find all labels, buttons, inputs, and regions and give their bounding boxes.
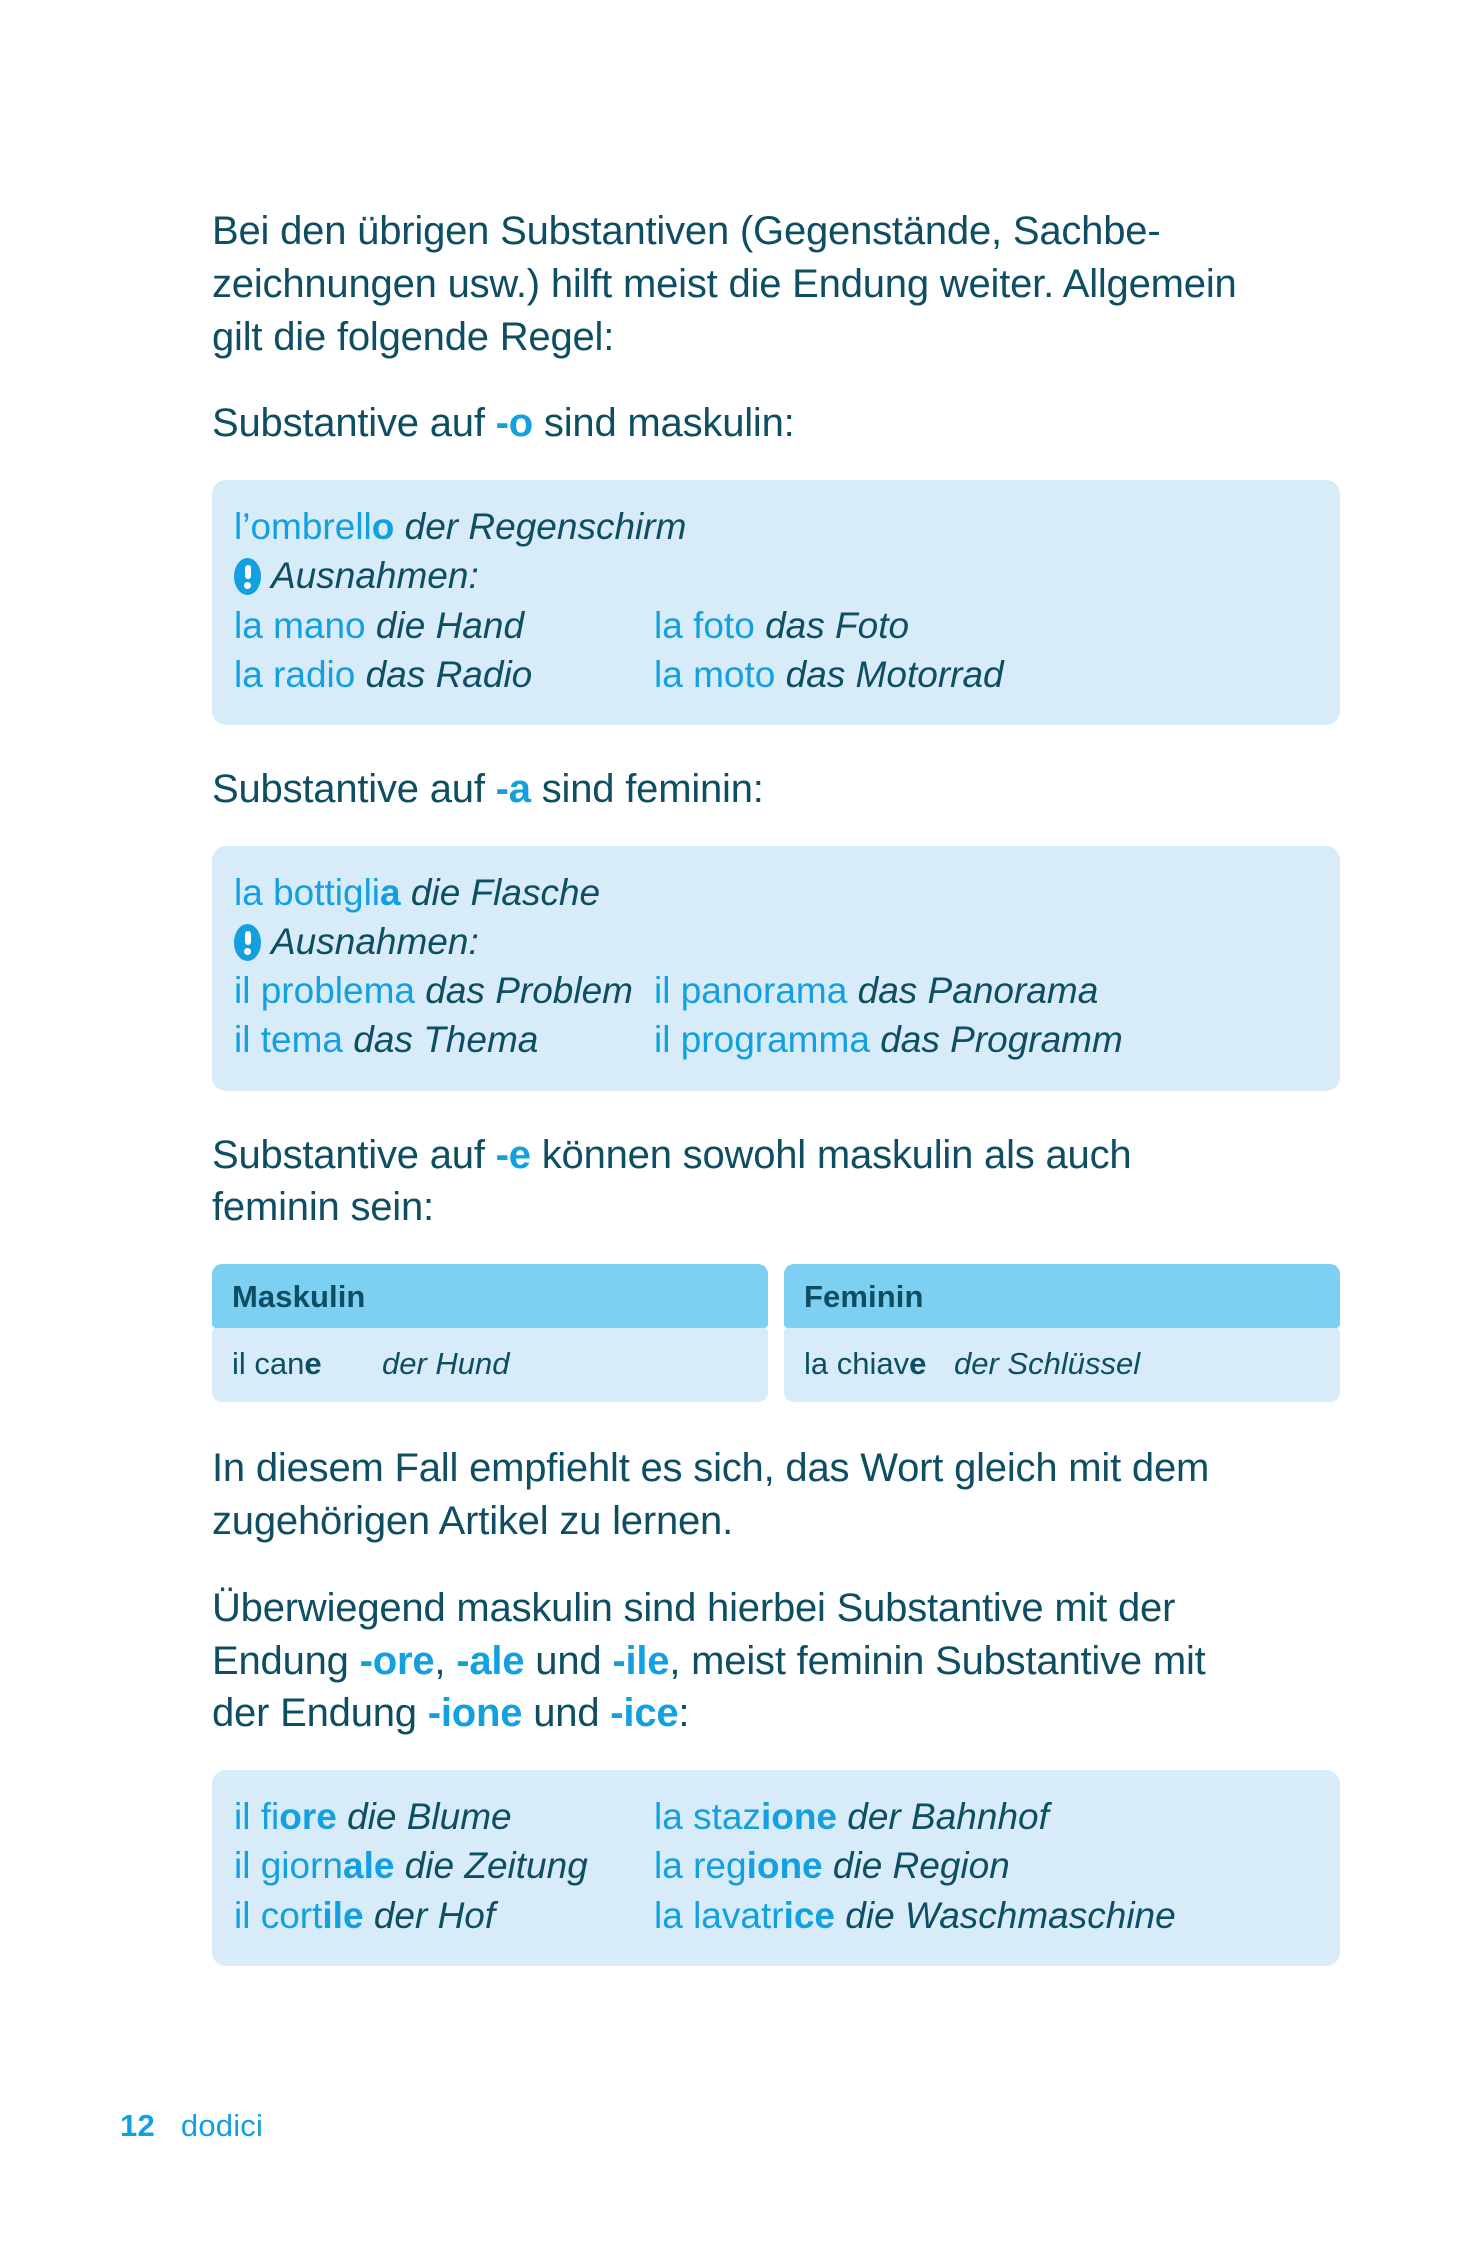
- box-a-headword-ending: a: [380, 871, 401, 913]
- cell-italian-stem: il can: [232, 1346, 305, 1382]
- ending-entry: [654, 1841, 1318, 1890]
- exception-german: die Hand: [375, 604, 525, 646]
- box-a-exceptions-row: [234, 917, 1318, 966]
- rule-a-ending: -a: [495, 767, 531, 811]
- cell-italian-stem: la chiav: [804, 1346, 910, 1382]
- exception-german: das Programm: [880, 1019, 1123, 1061]
- box-a-headword-italian: [234, 872, 401, 913]
- ending-entry-stem: la staz: [654, 1796, 761, 1838]
- endings-row-2: [234, 1841, 1318, 1890]
- rule-a-pre: Substantive auf: [212, 767, 496, 811]
- rule-e-ending: -e: [495, 1132, 531, 1177]
- advice-line-2: zugehörigen Artikel zu lernen.: [212, 1499, 733, 1543]
- box-a-exceptions-label: Ausnahmen:: [271, 921, 479, 962]
- ending-entry-suffix: ione: [746, 1845, 823, 1887]
- page-content: [212, 205, 1340, 2004]
- ending-entry: [234, 1891, 654, 1940]
- cell-italian-ending: e: [909, 1346, 927, 1382]
- gender-table: [212, 1264, 1340, 1402]
- rule-e-line-2: feminin sein:: [212, 1185, 434, 1230]
- exception-german: das Foto: [765, 604, 910, 646]
- box-o-headword-german: der Regenschirm: [404, 506, 687, 548]
- exception-entry: [654, 601, 1318, 650]
- rule-o-post: sind maskulin:: [533, 401, 795, 446]
- rule-o-ending: -o: [495, 401, 534, 446]
- page-number-word: dodici: [180, 2108, 264, 2143]
- ending-entry-stem: il fi: [234, 1796, 280, 1838]
- intro-paragraph: [212, 205, 1340, 363]
- ending-ione: -ione: [427, 1691, 523, 1736]
- ending-entry-stem: il giorn: [234, 1845, 343, 1887]
- exception-german: das Thema: [353, 1019, 539, 1061]
- exception-italian: la foto: [654, 604, 755, 646]
- rule-o-heading: [212, 397, 1340, 450]
- cell-german: der Hund: [382, 1346, 510, 1382]
- exception-entry: [234, 601, 654, 650]
- warning-exclamation-icon: [234, 924, 261, 961]
- intro-line-1: Bei den übrigen Substantiven (Gegenstände, Sachbe-: [212, 209, 1161, 253]
- endings-rule-paragraph: [212, 1582, 1340, 1740]
- exception-german: das Radio: [365, 653, 533, 695]
- ending-entry-italian: [654, 1845, 823, 1886]
- table-row: [212, 1328, 768, 1402]
- ending-entry-suffix: ale: [343, 1845, 395, 1887]
- rule-a-heading: [212, 763, 1340, 816]
- ending-entry-suffix: ore: [279, 1796, 337, 1838]
- cell-italian: [804, 1346, 954, 1382]
- exception-entry: [654, 966, 1318, 1015]
- example-box-a: [212, 846, 1340, 1091]
- endings-line-2d: , meist feminin Substantive mit: [669, 1638, 1206, 1683]
- ending-entry-stem: la reg: [654, 1845, 747, 1887]
- exception-entry: [654, 1015, 1318, 1064]
- exception-italian: il problema: [234, 970, 415, 1012]
- warning-exclamation-icon: [234, 558, 261, 595]
- exception-german: das Problem: [425, 970, 633, 1012]
- advice-paragraph: [212, 1442, 1340, 1548]
- ending-entry: [654, 1891, 1318, 1940]
- cell-italian: [232, 1346, 382, 1382]
- rule-e-pre: Substantive auf: [212, 1132, 496, 1177]
- endings-row-1: [234, 1792, 1318, 1841]
- exception-german: das Motorrad: [785, 653, 1004, 695]
- ending-ile: -ile: [612, 1638, 670, 1683]
- intro-line-2: zeichnungen usw.) hilft meist die Endung weiter. Allgemein: [212, 261, 1237, 306]
- box-o-headword: [234, 502, 1318, 551]
- exception-german: das Panorama: [857, 970, 1099, 1012]
- ending-entry-suffix: ile: [322, 1894, 364, 1936]
- exception-italian: la mano: [234, 604, 366, 646]
- rule-o-pre: Substantive auf: [212, 401, 496, 446]
- ending-entry: [234, 1841, 654, 1890]
- exception-italian: la moto: [654, 653, 776, 695]
- ending-entry-suffix: ice: [783, 1894, 835, 1936]
- ending-entry-italian: [234, 1845, 394, 1886]
- ending-entry-german: die Blume: [347, 1796, 512, 1838]
- ending-entry: [234, 1792, 654, 1841]
- ending-entry-italian: [654, 1796, 837, 1837]
- ending-entry-italian: [234, 1796, 337, 1837]
- exception-entry: [654, 650, 1318, 699]
- rule-e-heading: [212, 1129, 1340, 1235]
- example-box-o: [212, 480, 1340, 725]
- box-a-headword-german: die Flasche: [410, 871, 601, 913]
- endings-line-3c: :: [678, 1691, 690, 1736]
- endings-line-1: Überwiegend maskulin sind hierbei Substantive mit der: [212, 1585, 1176, 1630]
- exception-italian: il programma: [654, 1019, 870, 1061]
- example-box-endings: [212, 1770, 1340, 1966]
- ending-entry-german: der Hof: [373, 1894, 496, 1936]
- box-a-exceptions-row-1: [234, 966, 1318, 1015]
- box-o-exceptions-row-1: [234, 601, 1318, 650]
- ending-entry-italian: [234, 1895, 364, 1936]
- ending-ore: -ore: [359, 1638, 435, 1683]
- box-o-exceptions-label: Ausnahmen:: [271, 555, 479, 597]
- exception-entry: [234, 966, 654, 1015]
- ending-ice: -ice: [610, 1691, 679, 1736]
- ending-entry-stem: la lavatr: [654, 1894, 784, 1936]
- cell-german: der Schlüssel: [954, 1346, 1141, 1382]
- box-a-headword: [234, 868, 1318, 917]
- column-header-feminine: Feminin: [784, 1264, 1340, 1328]
- exception-entry: [234, 650, 654, 699]
- endings-line-2a: Endung: [212, 1638, 360, 1683]
- exception-entry: [234, 1015, 654, 1064]
- ending-entry-german: die Waschmaschine: [845, 1894, 1176, 1936]
- box-o-headword-italian: [234, 506, 394, 547]
- endings-line-2b: ,: [434, 1638, 457, 1683]
- ending-entry-german: die Region: [832, 1845, 1010, 1887]
- intro-line-3: gilt die folgende Regel:: [212, 314, 615, 359]
- ending-ale: -ale: [456, 1638, 525, 1683]
- ending-entry-stem: il cort: [234, 1894, 323, 1936]
- exception-italian: la radio: [234, 653, 356, 695]
- advice-line-1: In diesem Fall empfiehlt es sich, das Wort gleich mit dem: [212, 1446, 1210, 1491]
- box-a-exceptions-row-2: [234, 1015, 1318, 1064]
- gender-column-masculine: [212, 1264, 768, 1402]
- page-footer: [120, 2108, 263, 2144]
- endings-line-2c: und: [524, 1638, 613, 1683]
- box-o-exceptions-row: [234, 551, 1318, 600]
- rule-e-post: können sowohl maskulin als auch: [530, 1132, 1132, 1177]
- page-number: 12: [120, 2108, 155, 2143]
- exception-italian: il panorama: [654, 970, 848, 1012]
- ending-entry-german: die Zeitung: [404, 1845, 588, 1887]
- endings-line-3b: und: [522, 1691, 611, 1736]
- exception-italian: il tema: [234, 1019, 343, 1061]
- box-o-headword-ending: o: [371, 506, 395, 548]
- gender-column-feminine: [784, 1264, 1340, 1402]
- ending-entry: [654, 1792, 1318, 1841]
- endings-row-3: [234, 1891, 1318, 1940]
- table-row: [784, 1328, 1340, 1402]
- cell-italian-ending: e: [304, 1346, 322, 1382]
- rule-a-post: sind feminin:: [530, 767, 764, 811]
- endings-line-3a: der Endung: [212, 1691, 428, 1736]
- box-o-exceptions-row-2: [234, 650, 1318, 699]
- box-o-headword-stem: l’ombrell: [234, 506, 372, 548]
- ending-entry-german: der Bahnhof: [847, 1796, 1049, 1838]
- ending-entry-italian: [654, 1895, 835, 1936]
- ending-entry-suffix: ione: [760, 1796, 837, 1838]
- column-header-masculine: Maskulin: [212, 1264, 768, 1328]
- box-a-headword-stem: la bottigli: [234, 871, 381, 913]
